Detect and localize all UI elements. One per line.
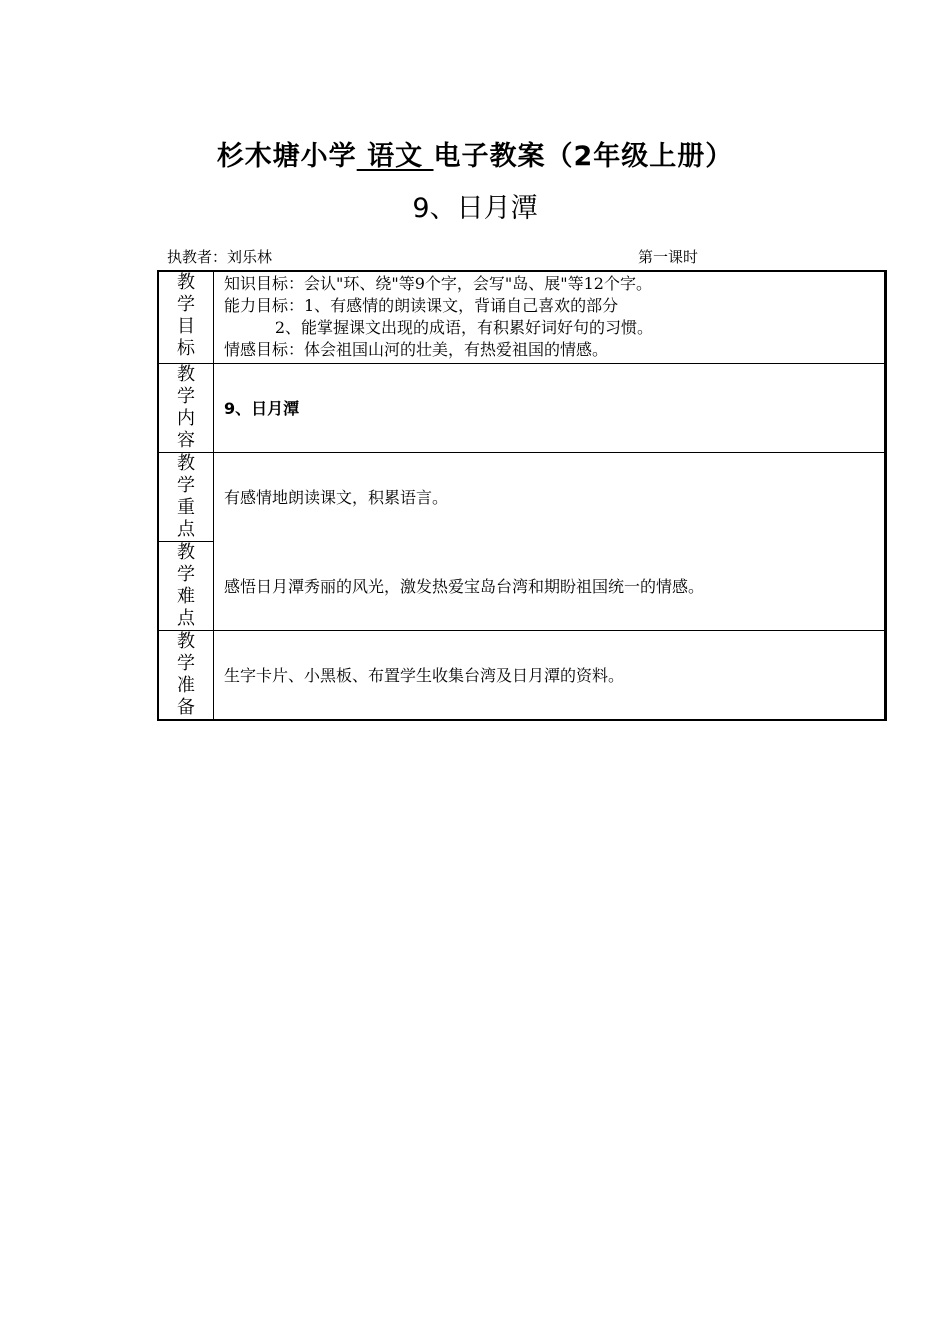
- goal-ability-1: 能力目标：1、有感情的朗读课文，背诵自己喜欢的部分: [224, 296, 619, 315]
- label-content: [158, 363, 214, 452]
- difficulties-cell: 感悟日月潭秀丽的风光，激发热爱宝岛台湾和期盼祖国统一的情感。: [214, 541, 886, 630]
- row-content: [158, 363, 886, 452]
- row-key-points: [158, 452, 886, 541]
- key-points-cell: 有感情地朗读课文，积累语言。: [214, 452, 886, 541]
- label-char: 准: [177, 674, 195, 696]
- goal-ability-2: 2、能掌握课文出现的成语，有积累好词好句的习惯。: [224, 318, 654, 337]
- goals-cell: [214, 271, 886, 363]
- row-difficulties: [158, 541, 886, 630]
- content-cell: 9、日月潭: [214, 363, 886, 452]
- label-char: 学: [177, 563, 195, 585]
- lesson-period: 第一课时: [638, 248, 699, 266]
- label-char: 难: [177, 585, 195, 607]
- teacher-name: 执教者：刘乐林: [167, 248, 273, 266]
- row-goals: [158, 271, 886, 363]
- label-char: 学: [177, 385, 195, 407]
- label-char: 内: [177, 407, 195, 429]
- label-char: 教: [177, 363, 195, 385]
- label-char: 学: [177, 294, 195, 315]
- label-char: 学: [177, 652, 195, 674]
- lesson-plan-table: [157, 270, 887, 721]
- lesson-title: 9、日月潭: [412, 193, 538, 224]
- document-title: [0, 134, 950, 173]
- preparation-cell: 生字卡片、小黑板、布置学生收集台湾及日月潭的资料。: [214, 630, 886, 720]
- label-char: 教: [177, 630, 195, 652]
- title-suffix: 电子教案（2年级上册）: [433, 141, 734, 172]
- label-char: 教: [177, 272, 195, 293]
- label-char: 教: [177, 452, 195, 474]
- label-char: 教: [177, 541, 195, 563]
- label-preparation: [158, 630, 214, 720]
- label-char: 重: [177, 496, 195, 518]
- label-key-points: [158, 452, 214, 541]
- label-char: 学: [177, 474, 195, 496]
- label-char: 目: [177, 316, 195, 337]
- label-char: 容: [177, 429, 195, 451]
- goal-emotion: 情感目标：体会祖国山河的壮美，有热爱祖国的情感。: [224, 340, 609, 359]
- row-preparation: [158, 630, 886, 720]
- title-subject: 语文: [356, 141, 434, 172]
- label-char: 点: [177, 607, 195, 629]
- label-char: 标: [177, 338, 195, 359]
- label-char: 点: [177, 518, 195, 540]
- goal-knowledge: 知识目标：会认"环、绕"等9个字，会写"岛、展"等12个字。: [224, 274, 652, 293]
- label-goals: [158, 271, 214, 363]
- title-school: 杉木塘小学: [216, 141, 357, 172]
- label-char: 备: [177, 696, 195, 718]
- label-difficulties: [158, 541, 214, 630]
